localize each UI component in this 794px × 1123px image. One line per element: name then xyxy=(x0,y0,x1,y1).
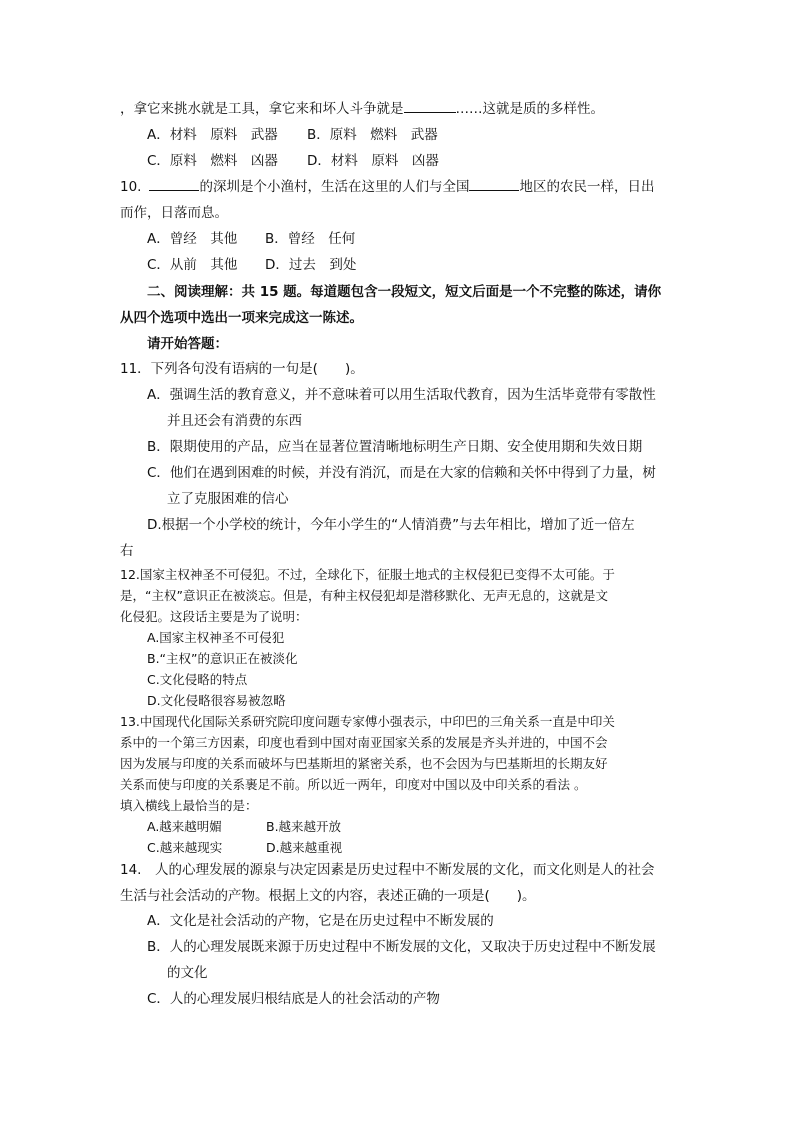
q13-stem-line4: 关系而使与印度的关系裹足不前。所以近一两年，印度对中国以及中印关系的看法 。 xyxy=(120,777,587,792)
start-prompt: 请开始答题： xyxy=(147,336,228,352)
q14-option-b-cont: 的文化 xyxy=(167,965,208,981)
q13-stem-line1: 13.中国现代化国际关系研究院印度问题专家傅小强表示，中印巴的三角关系一直是中印关 xyxy=(120,714,615,729)
q10-option-a: A．曾经 其他 xyxy=(147,231,238,247)
q11-option-d: D.根据一个小学校的统计，今年小学生的“人情消费”与去年相比，增加了近一倍左 xyxy=(147,517,635,533)
section-heading-line2: 从四个选项中选出一项来完成这一陈述。 xyxy=(120,310,363,326)
q14-option-b: B．人的心理发展既来源于历史过程中不断发展的文化，又取决于历史过程中不断发展 xyxy=(147,939,656,955)
q11-option-d-cont: 右 xyxy=(120,543,134,559)
q11-stem: 11．下列各句没有语病的一句是( )。 xyxy=(120,361,364,377)
q12-option-c: C.文化侵略的特点 xyxy=(147,672,248,687)
blank-line xyxy=(149,178,199,191)
q13-option-d: D.越来越重视 xyxy=(266,840,343,855)
q14-option-a: A．文化是社会活动的产物，它是在历史过程中不断发展的 xyxy=(147,913,494,929)
blank-line xyxy=(404,100,456,113)
q10-option-d: D．过去 到处 xyxy=(265,257,357,273)
q13-stem-line2: 系中的一个第三方因素，印度也看到中国对南亚国家关系的发展是齐头并进的，中国不会 xyxy=(120,735,608,750)
q9-option-d: D．材料 原料 凶器 xyxy=(307,153,439,169)
q11-option-c: C．他们在遇到困难的时候，并没有消沉，而是在大家的信赖和关怀中得到了力量，树 xyxy=(147,465,656,481)
q13-option-a: A.越来越明媚 xyxy=(147,819,222,834)
q11-option-a-cont: 并且还会有消费的东西 xyxy=(167,413,302,429)
q9-stem: ，拿它来挑水就是工具，拿它来和坏人斗争就是 ……这就是质的多样性。 xyxy=(120,101,604,117)
q9-option-b: B．原料 燃料 武器 xyxy=(307,127,438,143)
q14-stem-line2: 生活与社会活动的产物。根据上文的内容，表述正确的一项是( )。 xyxy=(120,888,536,904)
q12-option-b: B.“主权”的意识正在被淡化 xyxy=(147,651,298,666)
q11-option-a: A．强调生活的教育意义，并不意味着可以用生活取代教育，因为生活毕竟带有零散性 xyxy=(147,387,656,403)
q12-option-d: D.文化侵略很容易被忽略 xyxy=(147,693,286,708)
q12-stem-line2: 是，“主权”意识正在被淡忘。但是，有种主权侵犯却是潜移默化、无声无息的，这就是文 xyxy=(120,588,608,603)
q10-option-b: B．曾经 任何 xyxy=(265,231,356,247)
q13-option-c: C.越来越现实 xyxy=(147,840,223,855)
q12-option-a: A.国家主权神圣不可侵犯 xyxy=(147,630,285,645)
q9-option-a: A．材料 原料 武器 xyxy=(147,127,278,143)
q14-option-c: C．人的心理发展归根结底是人的社会活动的产物 xyxy=(147,991,440,1007)
blank-line xyxy=(469,178,519,191)
q13-stem-line3: 因为发展与印度的关系而破坏与巴基斯坦的紧密关系，也不会因为与巴基斯坦的长期友好 xyxy=(120,756,608,771)
q13-prompt: 填入横线上最恰当的是： xyxy=(120,798,258,813)
q10-stem: 10. 的深圳是个小渔村，生活在这里的人们与全国 地区的农民一样，日出 xyxy=(120,179,655,195)
q13-option-b: B.越来越开放 xyxy=(266,819,342,834)
q12-stem-line3: 化侵犯。这段话主要是为了说明： xyxy=(120,609,308,624)
q9-option-c: C．原料 燃料 凶器 xyxy=(147,153,278,169)
section-heading: 二、阅读理解：共 15 题。每道题包含一段短文，短文后面是一个不完整的陈述，请你 xyxy=(147,284,662,300)
q12-stem-line1: 12.国家主权神圣不可侵犯。不过，全球化下，征服土地式的主权侵犯已变得不太可能。于 xyxy=(120,567,615,582)
q10-option-c: C．从前 其他 xyxy=(147,257,238,273)
q10-stem-line2: 而作，日落而息。 xyxy=(120,205,228,221)
q11-option-c-cont: 立了克服困难的信心 xyxy=(167,491,289,507)
q11-option-b: B．限期使用的产品，应当在显著位置清晰地标明生产日期、安全使用期和失效日期 xyxy=(147,439,643,455)
q14-stem-line1: 14. 人的心理发展的源泉与决定因素是历史过程中不断发展的文化，而文化则是人的社会 xyxy=(120,862,655,878)
